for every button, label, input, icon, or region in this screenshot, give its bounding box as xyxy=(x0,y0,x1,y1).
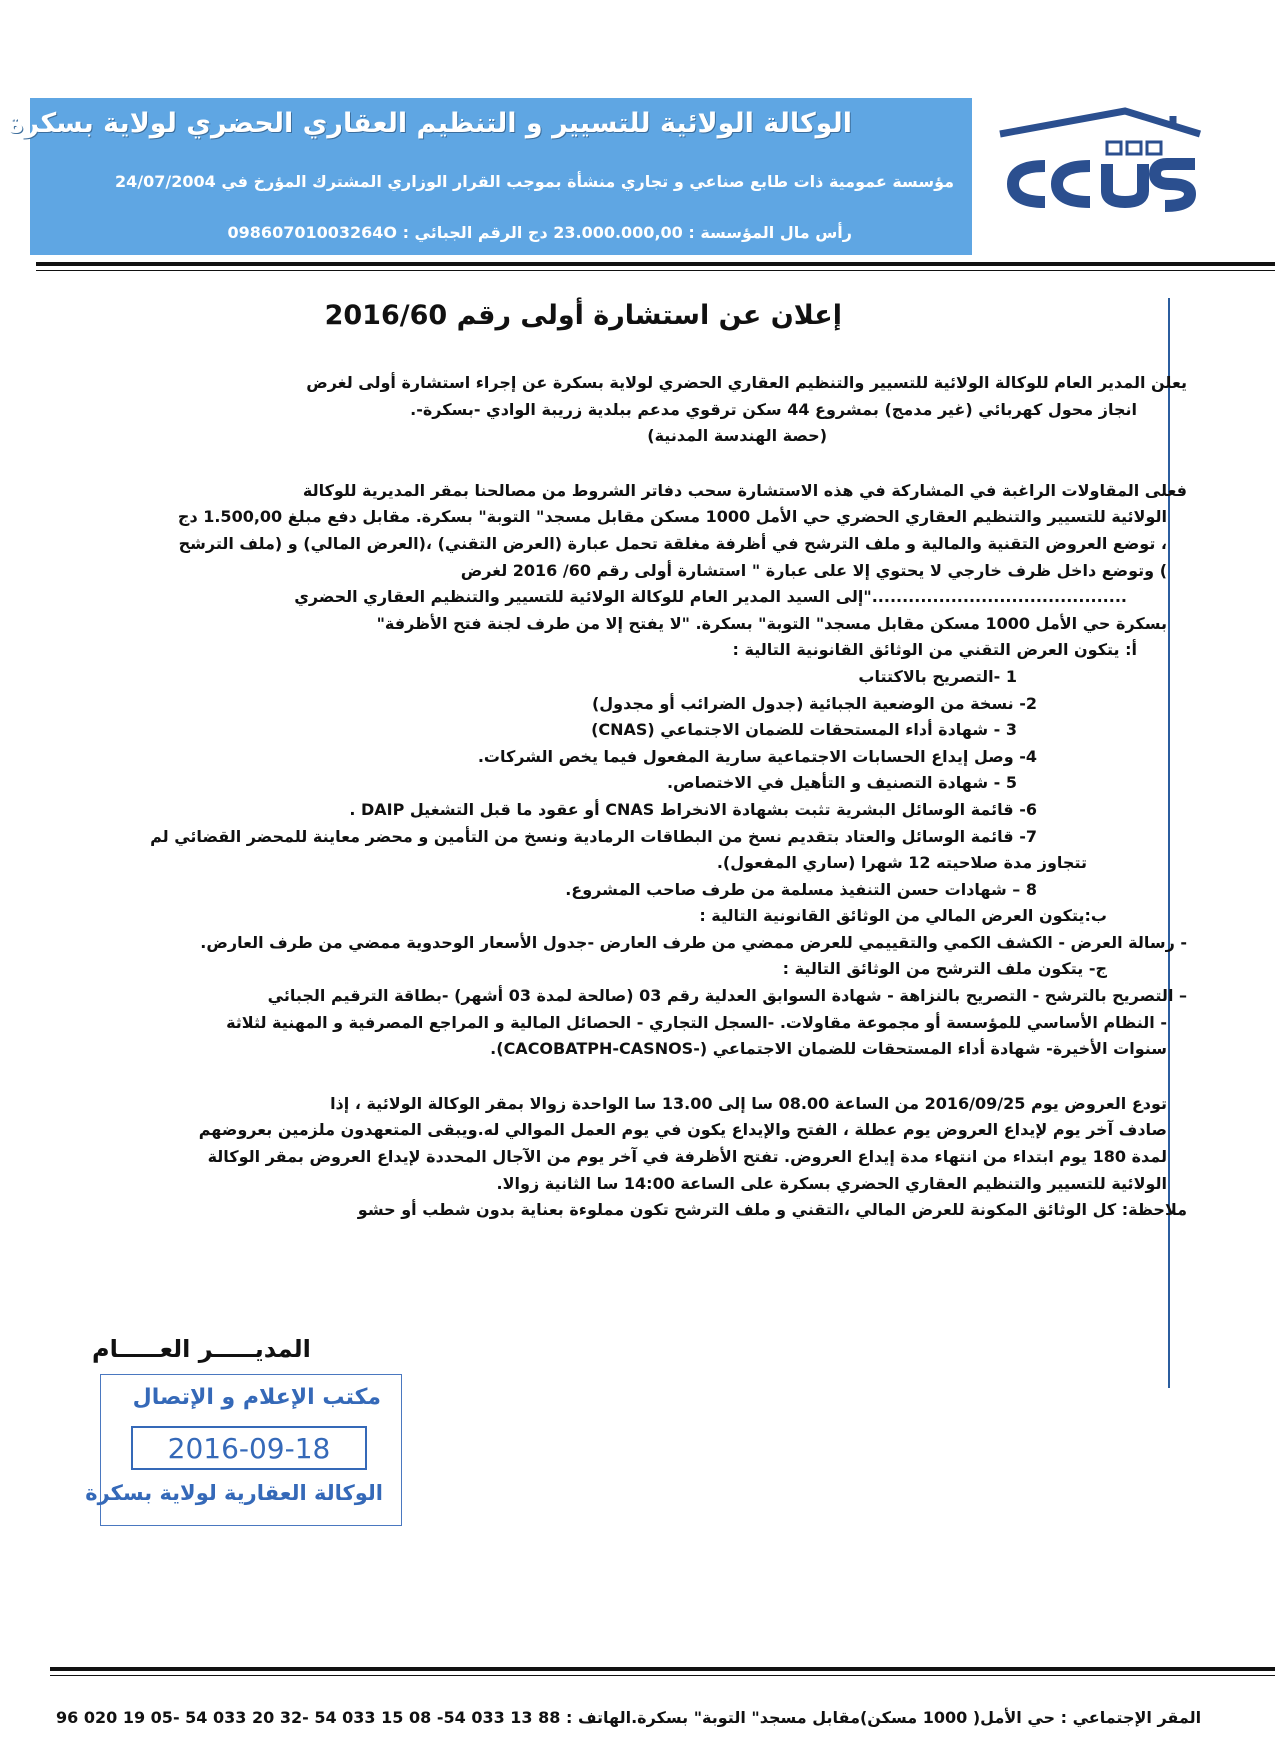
body-line: الولائية للتسيير والتنظيم العقاري الحضري بسكرة على الساعة 14:00 سا الثانية زوالا. xyxy=(496,1173,1167,1193)
stamp-agency: الوكالة العقارية لولاية بسكرة xyxy=(85,1481,383,1505)
body-line: ج- يتكون ملف الترشح من الوثائق التالية : xyxy=(782,959,1107,979)
body-line: - النظام الأساسي للمؤسسة أو مجموعة مقاولات. -السجل التجاري - الحصائل المالية و المراجع المصرفية و المهنية لثلاثة xyxy=(226,1012,1167,1032)
org-subtitle: مؤسسة عمومية ذات طابع صناعي و تجاري منشأة بموجب القرار الوزاري المشترك المؤرخ في 24/07/2004 xyxy=(115,172,954,191)
logo-text: ᘓᘓᑌᓍ xyxy=(995,106,999,107)
body-line: (حصة الهندسة المدنية) xyxy=(647,426,827,446)
body-line: تتجاوز مدة صلاحيته 12 شهرا (ساري المفعول). xyxy=(716,853,1087,873)
body-line: أ: يتكون العرض التقني من الوثائق القانونية التالية : xyxy=(732,640,1137,660)
agency-logo xyxy=(995,106,1210,236)
body-line: 4- وصل إيداع الحسابات الاجتماعية سارية المفعول فيما يخص الشركات. xyxy=(477,746,1037,766)
body-line: 2- نسخة من الوضعية الجبائية (جدول الضرائب أو مجدول) xyxy=(591,693,1037,713)
body-line: فعلى المقاولات الراغبة في المشاركة في هذه الاستشارة سحب دفاتر الشروط من مصالحنا بمقر المديرية للوكالة xyxy=(302,480,1187,500)
body-line: ) وتوضع داخل ظرف خارجي لا يحتوي إلا على عبارة " استشارة أولى رقم 60/ 2016 لغرض xyxy=(460,560,1167,580)
body-line: سنوات الأخيرة- شهادة أداء المستحقات للضمان الاجتماعي (-CACOBATPH-CASNOS). xyxy=(490,1039,1167,1059)
body-line: تودع العروض يوم 2016/09/25 من الساعة 08.00 سا إلى 13.00 سا الواحدة زوالا بمقر الوكالة الولائية ، إذا xyxy=(330,1093,1167,1113)
body-line: انجاز محول كهربائي (غير مدمج) بمشروع 44 سكن ترقوي مدعم ببلدية زريبة الوادي -بسكرة-. xyxy=(410,399,1137,419)
margin-line xyxy=(1168,298,1170,1388)
body-line: – التصريح بالترشح - التصريح بالنزاهة - شهادة السوابق العدلية رقم 03 (صالحة لمدة 03 أشهر) -بطاقة الترقيم الجبائي xyxy=(267,986,1187,1006)
header-rule xyxy=(36,262,1275,266)
body-line: الولائية للتسيير والتنظيم العقاري الحضري حي الأمل 1000 مسكن مقابل مسجد" التوبة" بسكرة. مقابل دفع مبلغ 1.500,00 دج xyxy=(177,507,1167,527)
body-line: .........................................."إلى السيد المدير العام للوكالة الولائية للتسيير والتنظيم العقاري الحضري xyxy=(294,587,1127,607)
document-title: إعلان عن استشارة أولى رقم 2016/60 xyxy=(324,300,842,331)
body-line: بسكرة حي الأمل 1000 مسكن مقابل مسجد" التوبة" بسكرة. "لا يفتح إلا من طرف لجنة فتح الأظرفة" xyxy=(376,613,1167,633)
announcement-body xyxy=(117,370,1187,1224)
body-line: 8 – شهادات حسن التنفيذ مسلمة من طرف صاحب المشروع. xyxy=(565,879,1037,899)
body-line: 1 -التصريح بالاكتتاب xyxy=(858,666,1017,686)
body-line: صادف آخر يوم لإيداع العروض يوم عطلة ، الفتح والإيداع يكون في يوم العمل الموالي له.ويبقى المتعهدون ملزمين بعروضهم xyxy=(198,1120,1167,1140)
footer-rule xyxy=(50,1667,1275,1671)
footer-rule-thin xyxy=(50,1675,1275,1676)
stamp-date: 2016-09-18 xyxy=(167,1432,331,1465)
body-line: 7- قائمة الوسائل والعتاد بتقديم نسخ من البطاقات الرمادية ونسخ من التأمين و محضر معاينة للمحضر القضائي لم xyxy=(150,826,1037,846)
stamp-office: مكتب الإعلام و الإتصال xyxy=(132,1385,381,1410)
header-banner xyxy=(7,98,972,255)
body-line: ب:يتكون العرض المالي من الوثائق القانونية التالية : xyxy=(699,906,1107,926)
signature-title: المديـــــر العـــــام xyxy=(92,1335,311,1363)
stamp-date-box xyxy=(131,1426,367,1470)
body-line: 5 - شهادة التصنيف و التأهيل في الاختصاص. xyxy=(666,773,1017,793)
body-line: ملاحظة: كل الوثائق المكونة للعرض المالي ،التقني و ملف الترشح تكون مملوءة بعناية بدون شطب أو حشو xyxy=(357,1200,1187,1220)
body-line: 6- قائمة الوسائل البشرية تثبت بشهادة الانخراط CNAS أو عقود ما قبل التشغيل DAIP . xyxy=(349,799,1037,819)
office-stamp xyxy=(85,1374,402,1526)
body-line: 3 - شهادة أداء المستحقات للضمان الاجتماعي (CNAS) xyxy=(591,720,1017,740)
body-line: - رسالة العرض - الكشف الكمي والتقييمي للعرض ممضي من طرف العارض -جدول الأسعار الوحدوية ممضي من طرف العارض. xyxy=(200,932,1187,952)
header-rule-thin xyxy=(36,270,1275,271)
org-name: الوكالة الولائية للتسيير و التنظيم العقاري الحضري لولاية بسكرة xyxy=(7,108,852,139)
footer-address: المقر الإجتماعي : حي الأمل( 1000 مسكن)مقابل مسجد" التوبة" بسكرة.الهاتف : 88 13 033 54- 08 15 033 54 -32 20 033 54 -05 19 020 96 xyxy=(56,1708,1202,1727)
body-line: لمدة 180 يوم ابتداء من انتهاء مدة إيداع العروض. تفتح الأظرفة في آخر يوم من الآجال المحددة لإيداع العروض بمقر الوكالة xyxy=(207,1147,1167,1167)
body-line: يعلن المدير العام للوكالة الولائية للتسيير والتنظيم العقاري الحضري لولاية بسكرة عن إجراء استشارة أولى لغرض xyxy=(306,373,1187,392)
org-capital: رأس مال المؤسسة : 23.000.000,00 دج الرقم الجبائي : 09860701003264O xyxy=(227,223,852,242)
body-line: ، توضع العروض التقنية والمالية و ملف الترشح في أظرفة مغلقة تحمل عبارة (العرض التقني) ،(العرض المالي) و (ملف الترشح xyxy=(178,533,1167,553)
